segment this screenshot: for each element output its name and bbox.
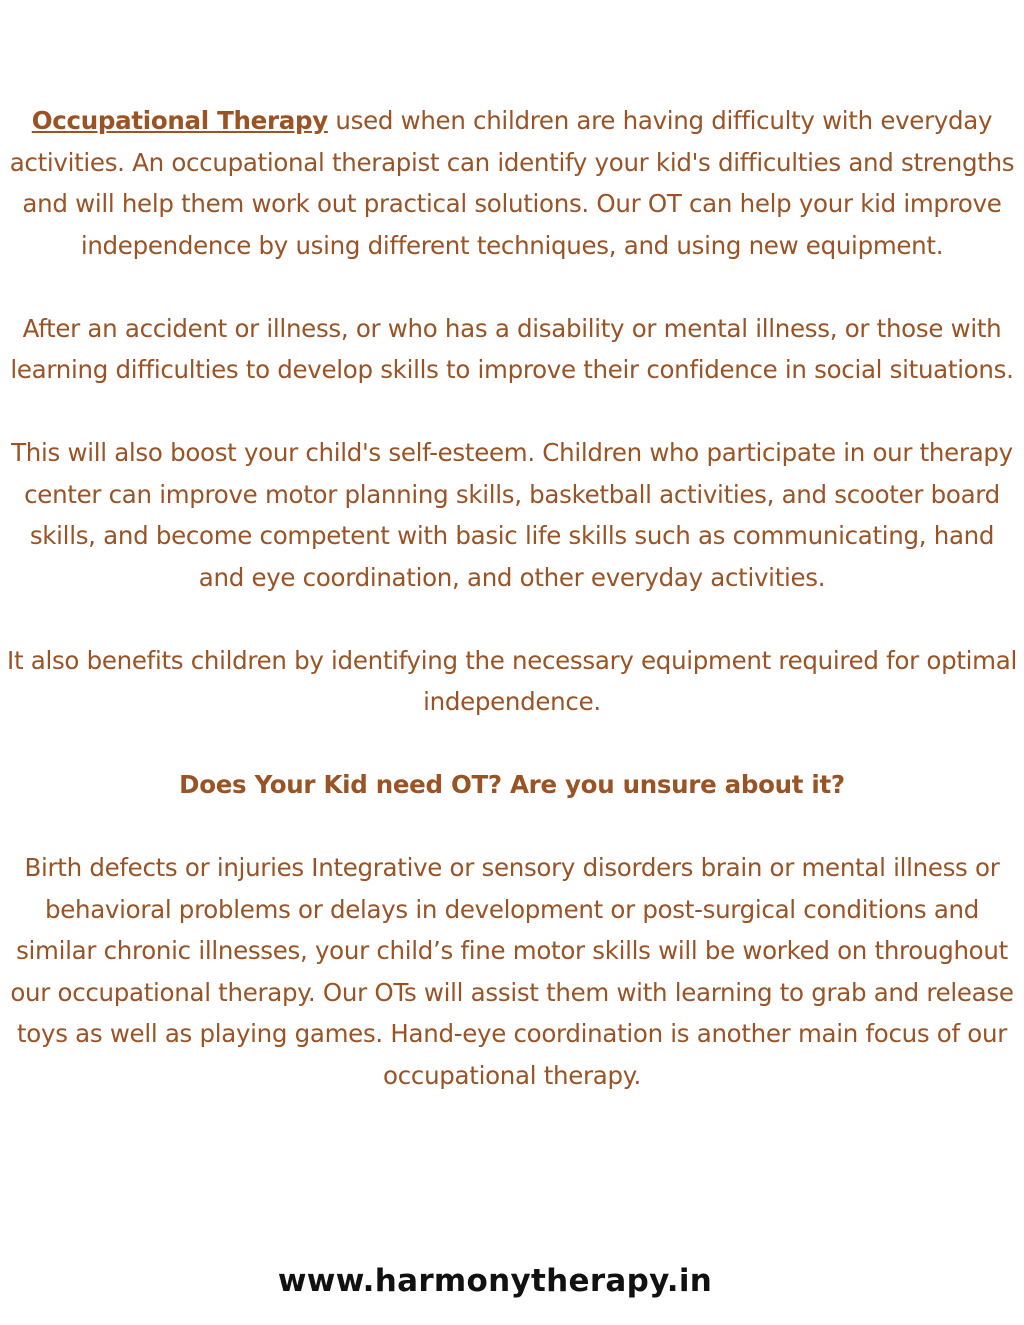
- paragraph-conditions: Birth defects or injuries Integrative or sensory disorders brain or mental illness or behavioral problems or delays in development or post-surgical conditions and similar chronic illnesses, your child’s fine motor skills will be worked on throughout our occupational therapy. Our OTs will assist them with learning to grab and release toys as well as playing games. Hand-eye coordination is another main focus of our occupational therapy.: [10, 853, 1014, 1090]
- website-url: www.harmonytherapy.in: [277, 1263, 713, 1299]
- section-heading: Does Your Kid need OT? Are you unsure about it?: [179, 770, 845, 799]
- article-body: [0, 100, 1024, 1138]
- intro-paragraph: [0, 100, 1024, 266]
- occupational-therapy-link[interactable]: Occupational Therapy: [31, 106, 328, 135]
- intro-text: used when children are having difficulty with everyday activities. An occupational therapist can identify your kid's difficulties and strengths and will help them work out practical solutions. Our OT can help your kid improve independence by using different techniques, and using new equipment.: [9, 106, 1015, 260]
- paragraph-accident: After an accident or illness, or who has a disability or mental illness, or those with learning difficulties to develop skills to improve their confidence in social situations.: [10, 313, 1014, 384]
- paragraph-self-esteem: This will also boost your child's self-esteem. Children who participate in our therapy center can improve motor planning skills, basketball activities, and scooter board skills, and become competent with basic life skills such as communicating, hand and eye coordination, and other everyday activities.: [11, 438, 1013, 592]
- paragraph-equipment: It also benefits children by identifying the necessary equipment required for optimal independence.: [7, 645, 1017, 716]
